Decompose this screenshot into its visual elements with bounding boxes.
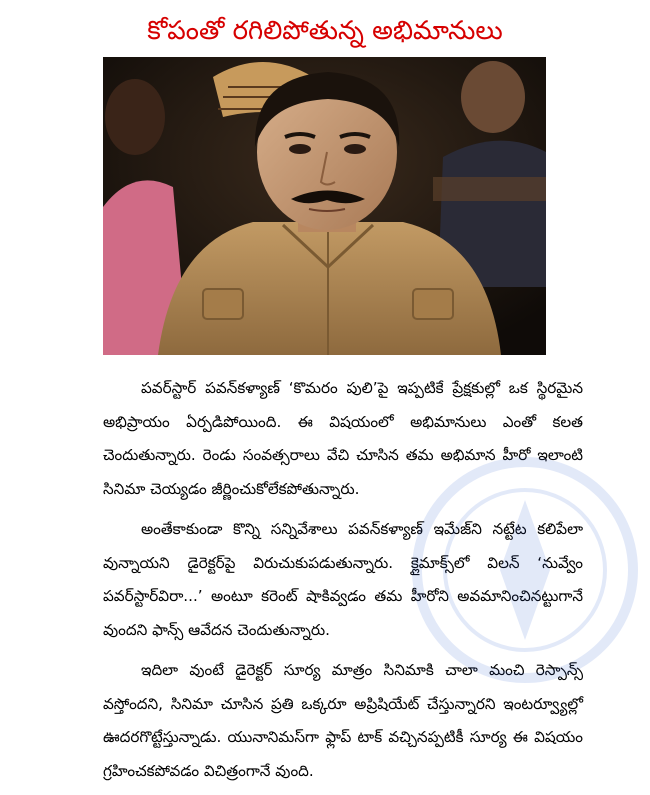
article-paragraph: అంతేకాకుండా కొన్ని సన్నివేశాలు పవన్‌కళ్యాణ్ ఇమేజ్‌ని నట్టేట కలిపేలా వున్నాయని డైరెక్టర్‌పై విరుచుకుపడుతున్నారు. క్లైమాక్స్‌లో విలన్ ‘నువ్వేం పవర్‌స్టార్‌విరా...’ అంటూ కరెంట్ షాకివ్వడం తమ హీరోని అవమానించినట్టుగానే వుందని ఫాన్స్ ఆవేదన చెందుతున్నారు. [103, 520, 583, 639]
article-body [103, 372, 583, 795]
article-paragraph: ఇదిలా వుంటే డైరెక్టర్ సూర్య మాత్రం సినిమాకి చాలా మంచి రెస్పాన్స్ వస్తోందని, సినిమా చూసిన ప్రతి ఒక్కరూ అప్రిషియేట్ చేస్తున్నారని ఇంటర్వ్యూల్లో ఊదరగొట్టేస్తున్నాడు. యునానిమస్‌గా ఫ్లాప్ టాక్ వచ్చినప్పటికీ సూర్య ఈ విషయం గ్రహించకపోవడం విచిత్రంగానే వుంది. [103, 661, 583, 780]
article-paragraph: పవర్‌స్టార్ పవన్‌కళ్యాణ్ ‘కొమరం పులి’పై ఇప్పటికే ప్రేక్షకుల్లో ఒక స్థిరమైన అభిప్రాయం ఏర్పడిపోయింది. ఈ విషయంలో అభిమానులు ఎంతో కలత చెందుతున్నారు. రెండు సంవత్సరాలు వేచి చూసిన తమ అభిమాన హీరో ఇలాంటి సినిమా చెయ్యడం జీర్ణించుకోలేకపోతున్నారు. [103, 379, 583, 498]
article-headline: కోపంతో రగిలిపోతున్న అభిమానులు [147, 16, 503, 46]
article-photo [103, 57, 546, 355]
